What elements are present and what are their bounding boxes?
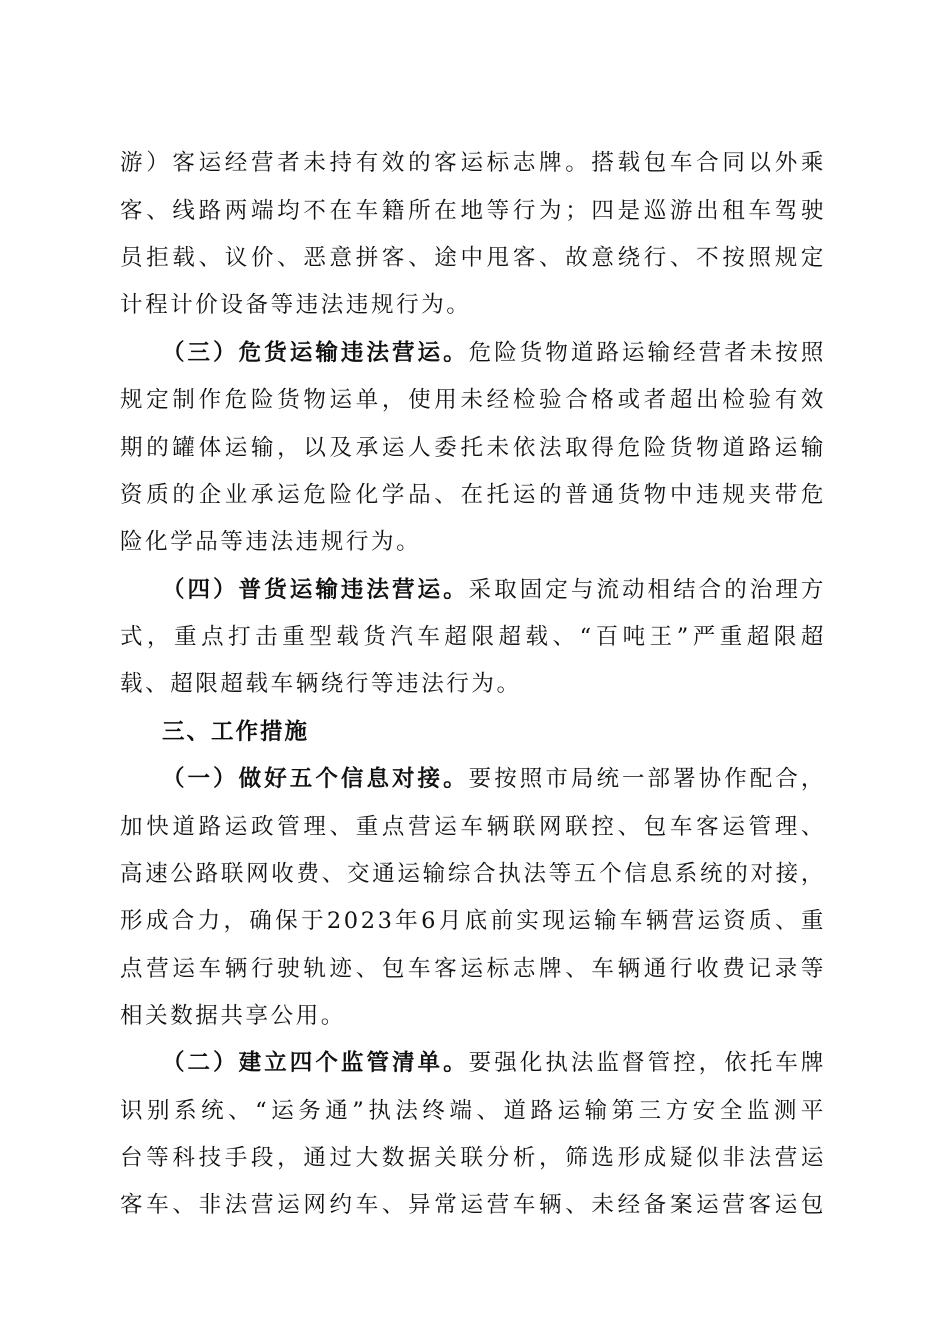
body-line: 员拒载、议价、恶意拼客、途中甩客、故意绕行、不按照规定 — [120, 245, 826, 271]
body-line: 加快道路运政管理、重点营运车辆联网联控、包车客运管理、 — [120, 814, 826, 840]
body-line: 客车、非法营运网约车、异常运营车辆、未经备案运营客运包 — [120, 1192, 826, 1218]
section-title: 三、工作措施 — [162, 719, 310, 745]
paragraph-heading: （一）做好五个信息对接。 — [162, 766, 469, 792]
body-line: 载、超限超载车辆绕行等违法行为。 — [120, 671, 522, 697]
body-line: 客、线路两端均不在车籍所在地等行为；四是巡游出租车驾驶 — [120, 198, 826, 224]
body-line: 相关数据共享公用。 — [120, 1003, 346, 1029]
paragraph-first-line — [162, 1048, 826, 1078]
paragraph-text: 要强化执法监督管控，依托车牌 — [468, 1050, 826, 1076]
paragraph-first-line — [162, 575, 826, 605]
body-line: 形成合力，确保于2023年6月底前实现运输车辆营运资质、重 — [120, 908, 826, 934]
paragraph-first-line — [162, 338, 826, 368]
paragraph-text: 采取固定与流动相结合的治理方 — [468, 577, 826, 603]
body-line: 识别系统、“运务通”执法终端、道路运输第三方安全监测平 — [120, 1098, 826, 1124]
body-line: 规定制作危险货物运单，使用未经检验合格或者超出检验有效 — [120, 387, 826, 413]
body-line: 游）客运经营者未持有效的客运标志牌。搭载包车合同以外乘 — [120, 150, 826, 176]
body-line: 资质的企业承运危险化学品、在托运的普通货物中违规夹带危 — [120, 482, 826, 508]
paragraph-heading: （二）建立四个监管清单。 — [162, 1050, 469, 1076]
body-line: 险化学品等违法违规行为。 — [120, 529, 422, 555]
paragraph-heading: （四）普货运输违法营运。 — [162, 577, 469, 603]
body-line: 高速公路联网收费、交通运输综合执法等五个信息系统的对接， — [120, 861, 826, 887]
body-line: 式，重点打击重型载货汽车超限超载、“百吨王”严重超限超 — [120, 624, 826, 650]
paragraph-text: 危险货物道路运输经营者未按照 — [468, 340, 826, 366]
paragraph-first-line — [162, 764, 826, 794]
paragraph-heading: （三）危货运输违法营运。 — [162, 340, 469, 366]
body-line: 计程计价设备等违法违规行为。 — [120, 292, 472, 318]
body-line: 台等科技手段，通过大数据关联分析，筛选形成疑似非法营运 — [120, 1145, 826, 1171]
body-line: 点营运车辆行驶轨迹、包车客运标志牌、车辆通行收费记录等 — [120, 956, 826, 982]
body-line: 期的罐体运输，以及承运人委托未依法取得危险货物道路运输 — [120, 435, 826, 461]
paragraph-text: 要按照市局统一部署协作配合， — [468, 766, 826, 792]
